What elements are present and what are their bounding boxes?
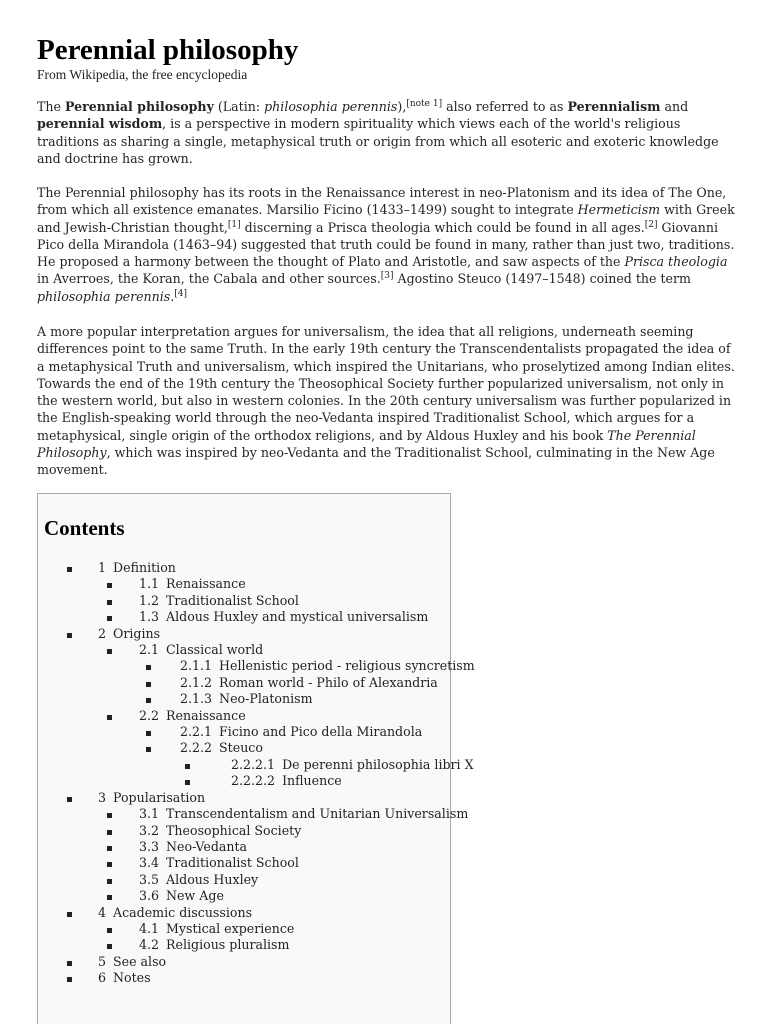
toc-item[interactable] (38, 970, 475, 986)
toc-item[interactable] (38, 708, 475, 724)
toc-item[interactable] (38, 905, 475, 921)
page-title: Perennial philosophy (37, 34, 299, 66)
toc-item[interactable] (38, 790, 475, 806)
table-of-contents (37, 493, 475, 1024)
toc-number: 2.2.1 (180, 724, 213, 740)
toc-item[interactable] (38, 855, 475, 871)
toc-label: Aldous Huxley (166, 871, 259, 887)
toc-label: Classical world (166, 642, 264, 658)
toc-label: Ficino and Pico della Mirandola (219, 724, 423, 740)
italic-term: The Perennial Philosophy (37, 427, 696, 461)
toc-item[interactable] (38, 888, 475, 904)
toc-item[interactable] (38, 576, 475, 592)
toc-item[interactable] (38, 823, 475, 839)
toc-label: Mystical experience (166, 920, 295, 936)
italic-term: Hermeticism (577, 202, 661, 218)
toc-item[interactable] (38, 773, 475, 789)
toc-item[interactable] (38, 937, 475, 953)
toc-number: 3.1 (139, 806, 160, 822)
toc-item[interactable] (38, 675, 475, 691)
toc-item[interactable] (38, 724, 475, 740)
bold-term: Perennial philosophy (64, 99, 214, 114)
toc-number: 3.4 (139, 855, 160, 871)
bold-term: Perennialism (567, 99, 661, 114)
toc-number: 2.1.3 (180, 691, 213, 707)
toc-number: 2.1.2 (180, 674, 213, 690)
toc-number: 3.5 (139, 871, 160, 887)
footnote-link[interactable]: [4] (174, 288, 188, 299)
toc-label: See also (113, 953, 167, 969)
toc-number: 3.6 (139, 888, 160, 904)
toc-item[interactable] (38, 609, 475, 625)
toc-number: 1 (98, 560, 107, 575)
toc-item[interactable] (38, 806, 475, 822)
footnote-link[interactable]: [2] (644, 219, 658, 230)
toc-item[interactable] (38, 757, 475, 773)
footnote-link[interactable]: [3] (380, 271, 394, 282)
toc-number: 2 (98, 625, 107, 641)
toc-label: Academic discussions (113, 904, 253, 920)
toc-number: 2.2 (139, 707, 160, 723)
toc-label: Traditionalist School (166, 855, 299, 871)
toc-label: Steuco (219, 740, 263, 756)
toc-number: 2.1.1 (180, 658, 213, 674)
toc-label: Renaissance (166, 576, 246, 592)
toc-label: Transcendentalism and Unitarian Universalism (166, 806, 469, 822)
toc-label: Notes (113, 970, 151, 986)
italic-term: Prisca theologia (624, 254, 728, 270)
toc-number: 4 (98, 904, 107, 920)
toc-item[interactable] (38, 954, 475, 970)
intro-paragraph-1: The Perennial philosophy (Latin: philosophia perennis),[note 1] also referred to as Perennialism and perennial wisdom, is a perspective in modern spirituality which views each of the world's religious traditions as sharing a single, metaphysical truth or origin from which all esoteric and exoteric knowledge and doctrine has grown. (37, 98, 719, 166)
toc-item[interactable] (38, 560, 475, 576)
toc-number: 3.2 (139, 822, 160, 838)
toc-item[interactable] (38, 740, 475, 756)
toc-number: 1.1 (139, 576, 160, 592)
toc-number: 4.1 (139, 920, 160, 936)
toc-label: New Age (166, 888, 224, 904)
toc-item[interactable] (38, 872, 475, 888)
toc-number: 5 (98, 953, 107, 969)
toc-label: Traditionalist School (166, 592, 299, 608)
toc-item[interactable] (38, 691, 475, 707)
toc-label: Religious pluralism (166, 937, 290, 953)
toc-number: 2.2.2.2 (231, 773, 276, 789)
toc-number: 2.2.2 (180, 740, 213, 756)
toc-label: Neo-Vedanta (166, 838, 248, 854)
toc-label: Theosophical Society (166, 822, 302, 838)
toc-label: Renaissance (166, 707, 246, 723)
italic-term: philosophia perennis (264, 99, 398, 114)
toc-label: Neo-Platonism (219, 691, 313, 707)
toc-item[interactable] (38, 839, 475, 855)
toc-number: 6 (98, 970, 107, 986)
toc-label: Popularisation (113, 789, 206, 805)
toc-number: 4.2 (139, 937, 160, 953)
toc-number: 3 (98, 789, 107, 805)
toc-number: 2.2.2.1 (231, 756, 276, 772)
site-tagline: From Wikipedia, the free encyclopedia (37, 67, 248, 82)
bold-term: perennial wisdom (37, 116, 163, 132)
footnote-link[interactable]: [1] (227, 219, 241, 230)
toc-title: Contents (44, 516, 125, 540)
toc-item[interactable] (38, 921, 475, 937)
toc-number: 1.3 (139, 609, 160, 625)
toc-label: Hellenistic period - religious syncretism (219, 658, 475, 674)
toc-label: Aldous Huxley and mystical universalism (166, 609, 429, 625)
toc-label: De perenni philosophia libri X (282, 756, 474, 772)
intro-paragraph-3: A more popular interpretation argues for universalism, the idea that all religions, underneath seeming differences point to the same Truth. In the early 19th century the Transcendentalists propagated the idea of a metaphysical Truth and universalism, which inspired the Unitarians, who proselytized among Indian elites. Towards the end of the 19th century the Theosophical Society further popularized universalism, not only in the western world, but also in western colonies. In the 20th century universalism was further popularized in the English-speaking world through the neo-Vedanta inspired Traditionalist School, which argues for a metaphysical, single origin of the orthodox religions, and by Aldous Huxley and his book The Perennial Philosophy, which was inspired by neo-Vedanta and the Traditionalist School, culminating in the New Age movement. (37, 324, 735, 478)
italic-term: philosophia perennis (37, 288, 171, 304)
toc-label: Origins (113, 625, 161, 641)
toc-label: Influence (282, 773, 342, 789)
toc-item[interactable] (38, 642, 475, 658)
toc-number: 3.3 (139, 838, 160, 854)
footnote-link[interactable]: [note 1] (406, 98, 443, 109)
toc-number: 2.1 (139, 642, 160, 658)
toc-label: Definition (113, 560, 176, 575)
toc-item[interactable] (38, 593, 475, 609)
toc-list (38, 560, 475, 987)
toc-number: 1.2 (139, 592, 160, 608)
toc-label: Roman world - Philo of Alexandria (219, 674, 438, 690)
intro-paragraph-2: The Perennial philosophy has its roots in the Renaissance interest in neo-Platonism and its idea of The One, from which all existence emanates. Marsilio Ficino (1433–1499) sought to integrate Hermeticism with Greek and Jewish-Christian thought,[1] discerning a Prisca theologia which could be found in all ages.[2] Giovanni Pico della Mirandola (1463–94) suggested that truth could be found in many, rather than just two, traditions. He proposed a harmony between the thought of Plato and Aristotle, and saw aspects of the Prisca theologia in Averroes, the Koran, the Cabala and other sources.[3] Agostino Steuco (1497–1548) coined the term philosophia perennis.[4] (37, 185, 735, 304)
toc-item[interactable] (38, 658, 475, 674)
toc-item[interactable] (38, 626, 475, 642)
